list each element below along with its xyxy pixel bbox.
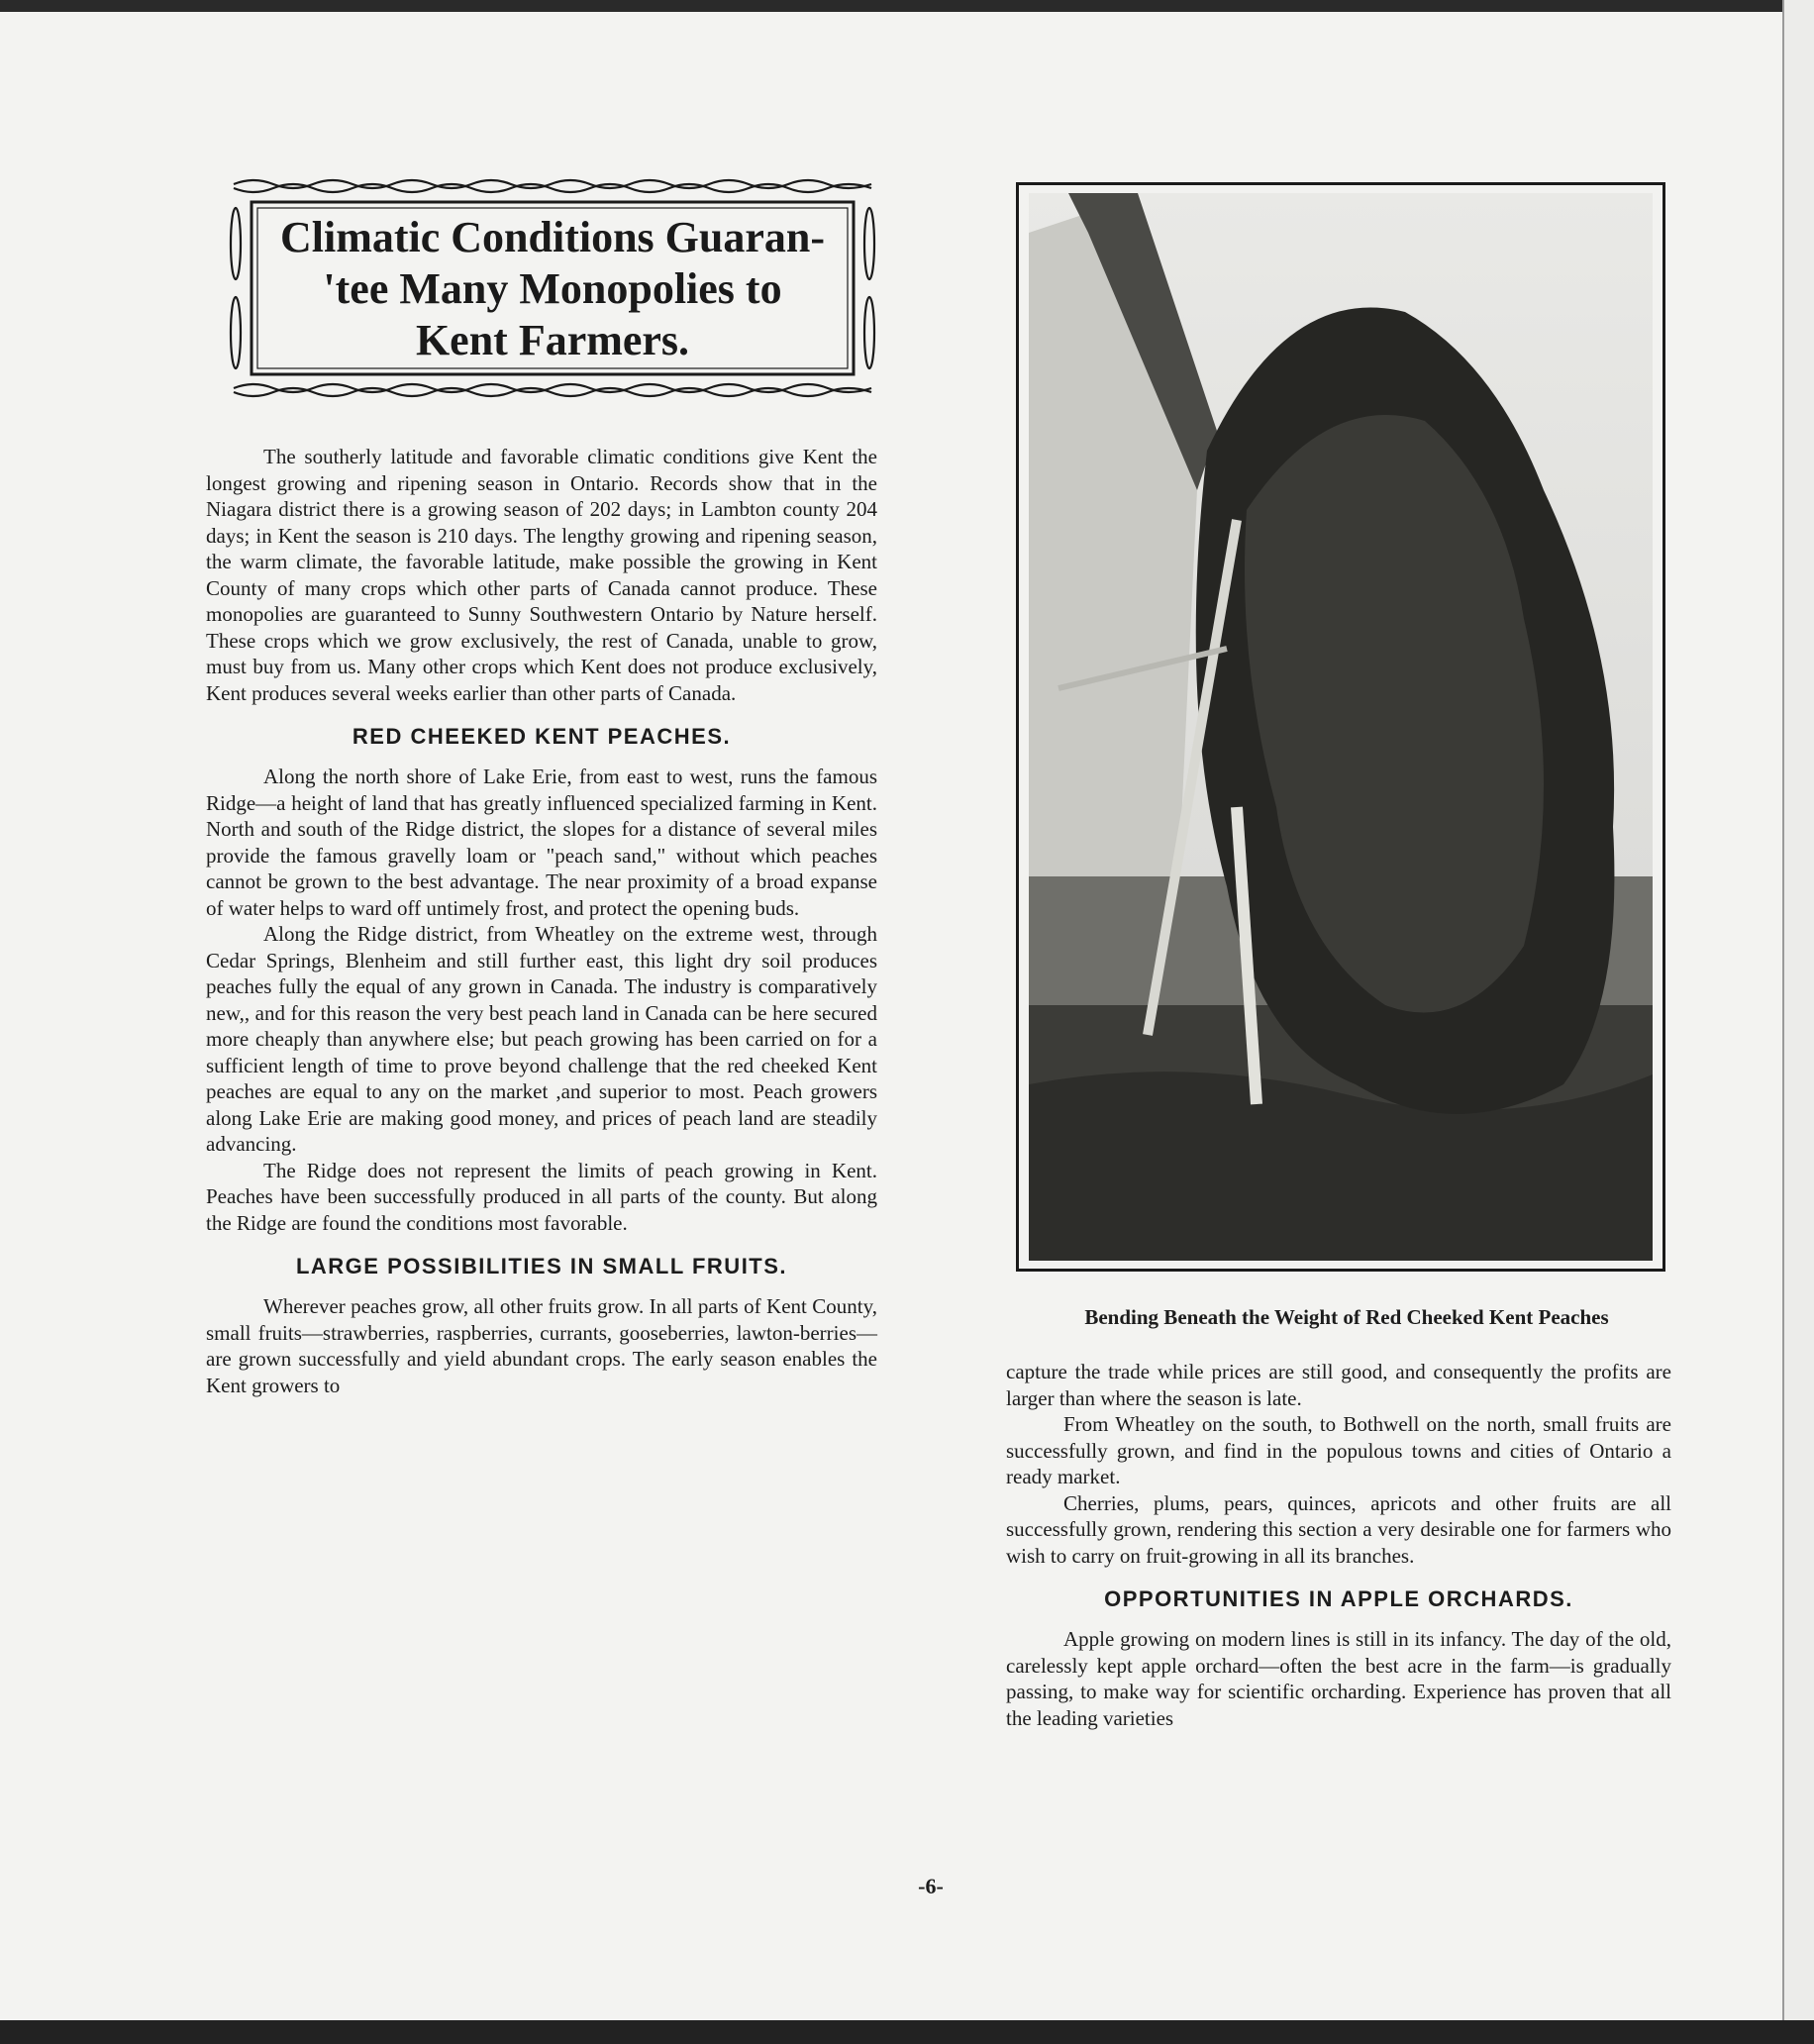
photo-caption: Bending Beneath the Weight of Red Cheeked Kent Peaches xyxy=(1084,1305,1609,1329)
paragraph: The Ridge does not represent the limits of peach growing in Kent. Peaches have been successfully produced in all parts of the county. But along the Ridge are found the conditions most favorable. xyxy=(206,1158,877,1235)
paragraph: Along the Ridge district, from Wheatley on the extreme west, through Cedar Springs, Blenheim and still further east, this light dry soil produces peaches fully the equal of any grown in Canada. The industry is comparatively new,, and for this reason the very best peach land in Canada can be here secured more cheaply than anywhere else; but peach growing has been carried on for a sufficient length of time to prove beyond challenge that the red cheeked Kent peaches are equal to any on the market ,and superior to most. Peach growers along Lake Erie are making good money, and prices of peach land are steadily advancing. xyxy=(206,922,877,1156)
title-box xyxy=(224,174,881,402)
title-line-2: 'tee Many Monopolies to xyxy=(323,264,782,313)
paragraph: Along the north shore of Lake Erie, from east to west, runs the famous Ridge—a height of land that has greatly influenced specialized farming in Kent. North and south of the Ridge district, the slopes for a distance of several miles provide the famous gravelly loam or "peach sand," without which peaches cannot be grown to the best advantage. The near proximity of a broad expanse of water helps to ward off untimely frost, and protect the opening buds. xyxy=(206,765,877,920)
section-heading: OPPORTUNITIES IN APPLE ORCHARDS. xyxy=(1104,1586,1573,1611)
peach-tree-photo xyxy=(1029,193,1653,1261)
paragraph: The southerly latitude and favorable climatic conditions give Kent the longest growing and ripening season in Ontario. Records show that in the Niagara district there is a growing season of 202 days; in Lambton county 204 days; in Kent the season is 210 days. The lengthy growing and ripening season, the warm climate, the favorable latitude, make possible the growing in Kent County of many crops which other parts of Canada cannot produce. These monopolies are guaranteed to Sunny Southwestern Ontario by Nature herself. These crops which we grow exclusively, the rest of Canada, unable to grow, must buy from us. Many other crops which Kent does not produce exclusively, Kent produces several weeks earlier than other parts of Canada. xyxy=(206,445,877,705)
section-heading: LARGE POSSIBILITIES IN SMALL FRUITS. xyxy=(295,1254,788,1278)
title-line-1: Climatic Conditions Guaran- xyxy=(279,213,826,261)
title-line-3: Kent Farmers. xyxy=(415,316,690,364)
scan-edge-top xyxy=(0,0,1814,12)
paragraph: capture the trade while prices are still good, and consequently the profits are larger than where the season is late. xyxy=(1006,1360,1671,1410)
paragraph: Apple growing on modern lines is still in its infancy. The day of the old, carelessly kept apple orchard—often the best acre in the farm—is gradually passing, to make way for scientific orcharding. Experience has proven that all the leading varieties xyxy=(1006,1627,1671,1730)
section-heading: RED CHEEKED KENT PEACHES. xyxy=(352,724,732,749)
photo-frame xyxy=(1016,182,1665,1272)
paragraph: From Wheatley on the south, to Bothwell on the north, small fruits are successfully grown, and find in the populous towns and cities of Ontario a ready market. xyxy=(1006,1412,1671,1488)
scan-edge-right xyxy=(1782,0,1814,2044)
left-column xyxy=(206,444,877,1398)
page-title xyxy=(263,212,842,366)
page-number: -6- xyxy=(918,1874,944,1898)
right-column xyxy=(1006,1359,1671,1731)
scan-edge-bottom xyxy=(0,2020,1814,2044)
paragraph: Cherries, plums, pears, quinces, apricots and other fruits are all successfully grown, rendering this section a very desirable one for farmers who wish to carry on fruit-growing in all its branches. xyxy=(1006,1490,1671,1568)
paragraph: Wherever peaches grow, all other fruits grow. In all parts of Kent County, small fruits—strawberries, raspberries, currants, gooseberries, lawton-berries—are grown successfully and yield abundant crops. The early season enables the Kent growers to xyxy=(206,1294,877,1397)
